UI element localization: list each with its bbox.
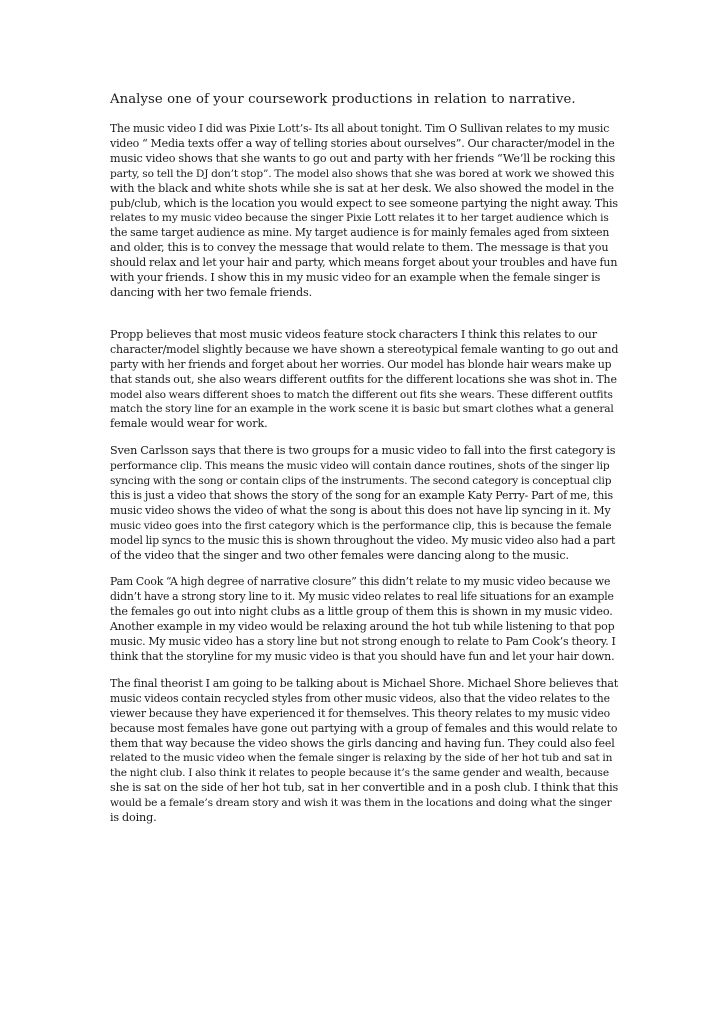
text-line: party with her friends and forget about her worries. Our model has blonde hair wears make up — [110, 357, 612, 371]
document-page — [110, 92, 618, 826]
text-line: music video shows that she wants to go out and party with her friends “We’ll be rocking this — [110, 151, 616, 165]
text-line: that stands out, she also wears different outfits for the different locations she was shot in. The — [110, 372, 617, 386]
text-line: party, so tell the DJ don’t stop”. The model also shows that she was bored at work we showed this — [110, 167, 615, 180]
text-line: Sven Carlsson says that there is two groups for a music video to fall into the first category is — [110, 444, 616, 458]
text-line: syncing with the song or contain clips of the instruments. The second category is conceptual clip — [110, 475, 612, 488]
text-line: and older, this is to convey the message that would relate to them. The message is that you — [110, 241, 609, 255]
text-line: music video shows the video of what the song is about this does not have lip syncing in it. My — [110, 503, 611, 517]
text-line: viewer because they have experienced it for themselves. This theory relates to my music video — [110, 706, 610, 720]
paragraph-3 — [110, 444, 618, 563]
text-line: female would wear for work. — [110, 417, 268, 431]
text-line: character/model slightly because we have shown a stereotypical female wanting to go out and — [110, 342, 619, 356]
text-line: think that the storyline for my music video is that you should have fun and let your hair down. — [110, 650, 615, 663]
text-line: of the video that the singer and two other females were dancing along to the music. — [110, 548, 569, 562]
text-line: the same target audience as mine. My target audience is for mainly females aged from sixteen — [110, 226, 610, 240]
text-line: Pam Cook “A high degree of narrative closure” this didn’t relate to my music video because we — [110, 575, 611, 589]
text-line: model lip syncs to the music this is shown throughout the video. My music video also had a part — [110, 533, 616, 547]
text-line: The music video I did was Pixie Lott’s- Its all about tonight. Tim O Sullivan relates to my music — [110, 122, 610, 135]
text-line: would be a female’s dream story and wish it was them in the locations and doing what the singer — [110, 797, 612, 810]
text-line: model also wears different shoes to match the different out fits she wears. These different outfits — [110, 388, 613, 401]
text-line: music videos contain recycled styles from other music videos, also that the video relates to the — [110, 691, 610, 705]
paragraph-4 — [110, 575, 618, 664]
text-line: them that way because the video shows the girls dancing and having fun. They could also feel — [110, 736, 615, 750]
text-line: Another example in my video would be relaxing around the hot tub while listening to that pop — [110, 620, 615, 634]
text-line: video “ Media texts offer a way of telling stories about ourselves”. Our character/model in the — [110, 136, 615, 150]
text-line: with the black and white shots while she is sat at her desk. We also showed the model in the — [110, 181, 614, 195]
text-line: music video goes into the first category which is the performance clip, this is because the female — [110, 519, 612, 532]
text-line: music. My music video has a story line but not strong enough to relate to Pam Cook’s theory. I — [110, 635, 616, 649]
text-line: Propp believes that most music videos feature stock characters I think this relates to our — [110, 327, 597, 341]
text-line: the females go out into night clubs as a little group of them this is shown in my music video. — [110, 605, 613, 619]
text-line: with your friends. I show this in my music video for an example when the female singer is — [110, 271, 601, 285]
text-line: pub/club, which is the location you would expect to see someone partying the night away. This — [110, 196, 618, 210]
paragraph-2 — [110, 328, 618, 432]
text-line: dancing with her two female friends. — [110, 285, 313, 299]
paragraph-5 — [110, 677, 618, 826]
text-line: didn’t have a strong story line to it. My music video relates to real life situations for an example — [110, 590, 614, 604]
text-line: should relax and let your hair and party, which means forget about your troubles and have fun — [110, 256, 618, 270]
text-line: The final theorist I am going to be talking about is Michael Shore. Michael Shore believes that — [110, 676, 619, 690]
text-line: performance clip. This means the music video will contain dance routines, shots of the singer lip — [110, 460, 610, 473]
text-line: match the story line for an example in the work scene it is basic but smart clothes what a general — [110, 403, 614, 416]
text-line: is doing. — [110, 811, 157, 825]
text-line: she is sat on the side of her hot tub, sat in her convertible and in a posh club. I think that this — [110, 781, 619, 795]
paragraph-1 — [110, 122, 618, 301]
text-line: this is just a video that shows the story of the song for an example Katy Perry- Part of me, this — [110, 488, 613, 502]
text-line: the night club. I also think it relates to people because it’s the same gender and wealth, because — [110, 767, 609, 780]
text-line: related to the music video when the female singer is relaxing by the side of her hot tub and sat in — [110, 752, 613, 765]
document-heading: Analyse one of your coursework productions in relation to narrative. — [110, 92, 576, 107]
text-line: because most females have gone out partying with a group of females and this would relate to — [110, 721, 618, 735]
text-line: relates to my music video because the singer Pixie Lott relates it to her target audience which is — [110, 212, 609, 225]
